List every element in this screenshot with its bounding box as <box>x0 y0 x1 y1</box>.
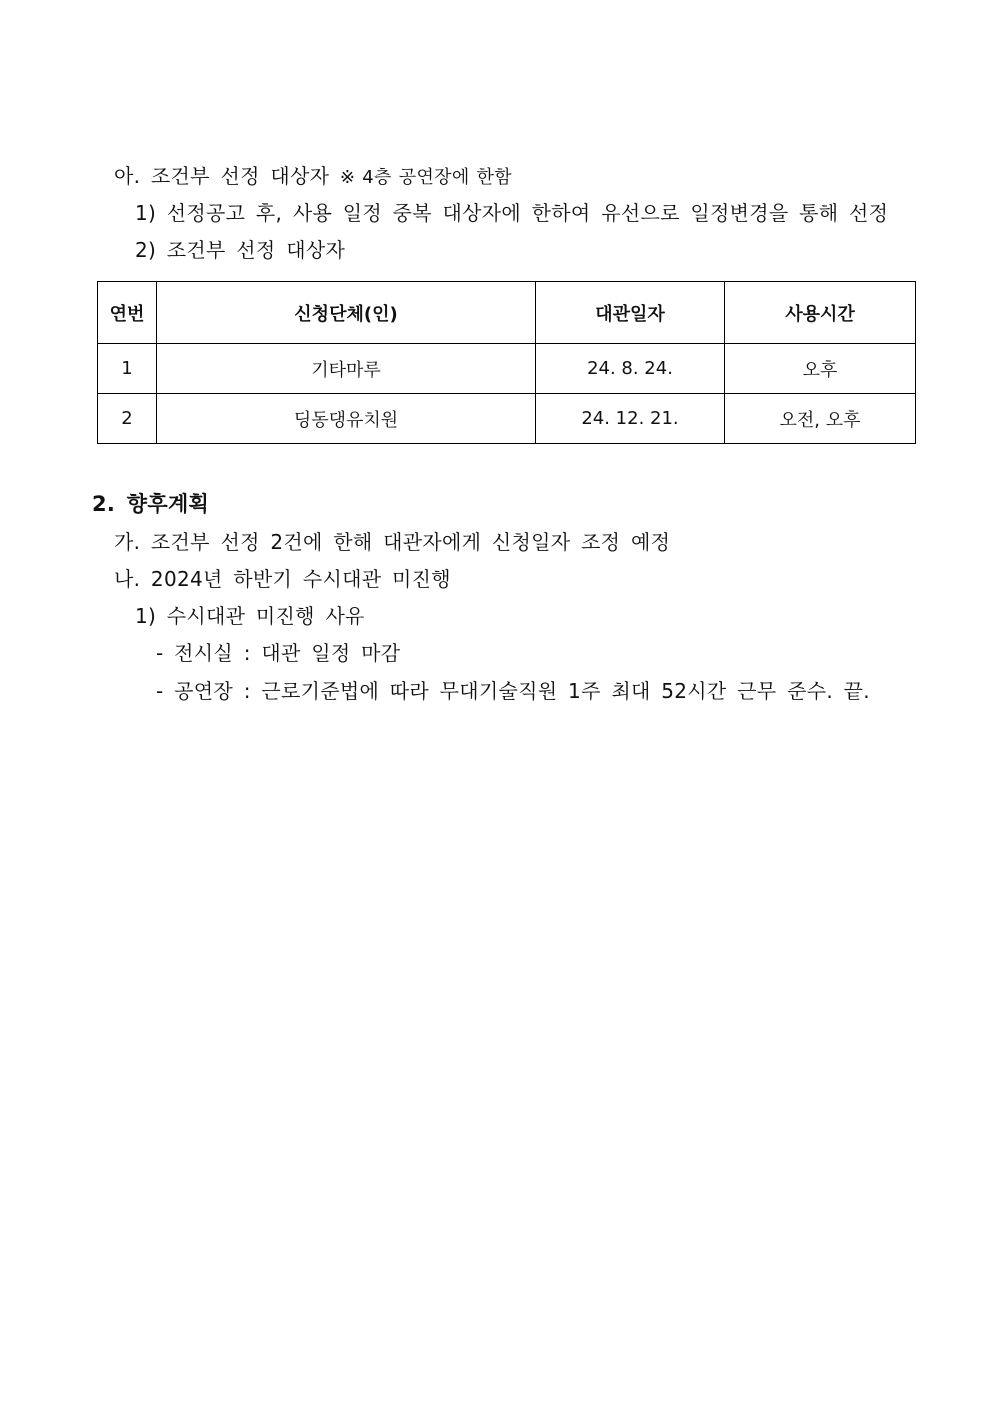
cell-number: 1 <box>98 344 157 394</box>
cell-usage-time: 오후 <box>725 344 916 394</box>
section-a-item-1: 1) 선정공고 후, 사용 일정 중복 대상자에 한하여 유선으로 일정변경을 통해 선정 <box>135 201 889 225</box>
table-row <box>98 394 916 444</box>
cell-applicant: 딩동댕유치원 <box>157 394 536 444</box>
section-a-item-2: 2) 조건부 선정 대상자 <box>135 238 346 262</box>
cell-rental-date: 24. 12. 21. <box>536 394 725 444</box>
header-applicant: 신청단체(인) <box>157 282 536 344</box>
section-a-heading: 아. 조건부 선정 대상자 <box>114 164 330 188</box>
header-usage-time: 사용시간 <box>725 282 916 344</box>
header-number: 연번 <box>98 282 157 344</box>
section-2-title: 2. 향후계획 <box>92 492 210 516</box>
selection-table <box>97 281 916 444</box>
cell-rental-date: 24. 8. 24. <box>536 344 725 394</box>
cell-number: 2 <box>98 394 157 444</box>
section-a-line <box>114 164 512 190</box>
cell-applicant: 기타마루 <box>157 344 536 394</box>
section-2-item-na: 나. 2024년 하반기 수시대관 미진행 <box>114 567 451 591</box>
header-rental-date: 대관일자 <box>536 282 725 344</box>
section-2-dash-1: - 전시실 : 대관 일정 마감 <box>156 641 401 665</box>
section-2-item-ga: 가. 조건부 선정 2건에 한해 대관자에게 신청일자 조정 예정 <box>114 530 671 554</box>
table-row <box>98 344 916 394</box>
section-2-dash-2: - 공연장 : 근로기준법에 따라 무대기술직원 1주 최대 52시간 근무 준수. 끝. <box>156 679 870 703</box>
section-a-note: ※ 4층 공연장에 한함 <box>339 167 512 188</box>
table-header-row <box>98 282 916 344</box>
section-2-sub-1: 1) 수시대관 미진행 사유 <box>135 604 365 628</box>
cell-usage-time: 오전, 오후 <box>725 394 916 444</box>
